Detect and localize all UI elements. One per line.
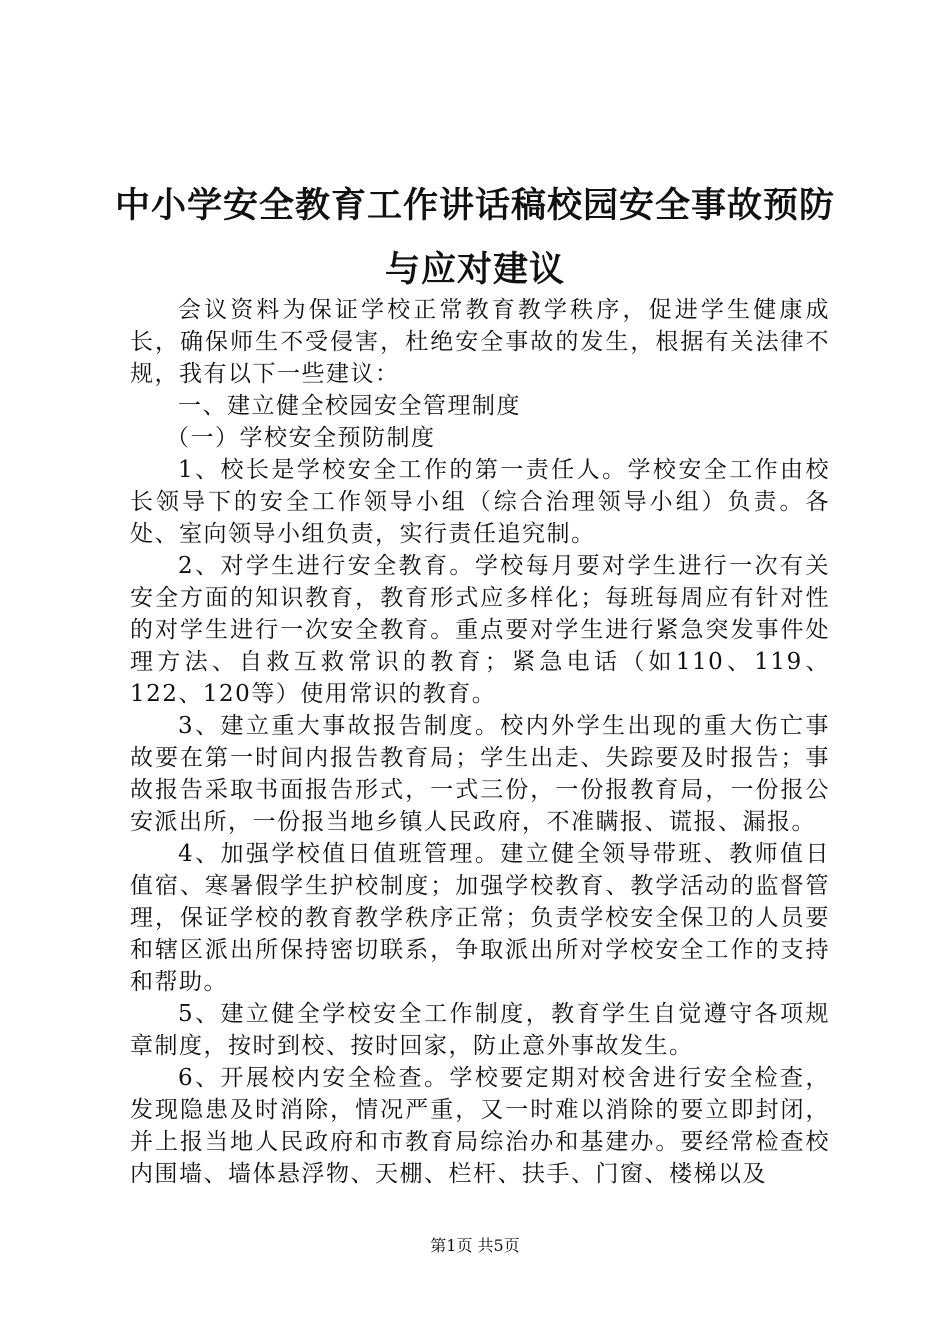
document-title-line-2: 与应对建议 xyxy=(384,250,565,290)
document-title-line-1: 中小学安全教育工作讲话稿校园安全事故预防 xyxy=(114,186,835,226)
section-heading: 一、建立健全校园安全管理制度 xyxy=(178,393,521,419)
paragraph-item-2: 2、对学生进行安全教育。学校每月要对学生进行一次有关安全方面的知识教育，教育形式应多样化；每班每周应有针对性的对学生进行一次安全教育。重点要对学生进行紧急突发事件处理方法、自救互救常识的教育；紧急电话（如110、119、122、120等）使用常识的教育。 xyxy=(130,553,830,707)
paragraph-item-4: 4、加强学校值日值班管理。建立健全领导带班、教师值日值宿、寒暑假学生护校制度；加强学校教育、教学活动的监督管理，保证学校的教育教学秩序正常；负责学校安全保卫的人员要和辖区派出所保持密切联系，争取派出所对学校安全工作的支持和帮助。 xyxy=(130,841,830,995)
paragraph-item-6: 6、开展校内安全检查。学校要定期对校舍进行安全检查，发现隐患及时消除，情况严重，又一时难以消除的要立即封闭，并上报当地人民政府和市教育局综治办和基建办。要经常检查校内围墙、墙体悬浮物、天棚、栏杆、扶手、门窗、楼梯以及 xyxy=(130,1065,830,1187)
paragraph-item-5: 5、建立健全学校安全工作制度，教育学生自觉遵守各项规章制度，按时到校、按时回家，防止意外事故发生。 xyxy=(130,1001,830,1059)
subsection-heading: （一）学校安全预防制度 xyxy=(166,425,436,451)
document-body xyxy=(130,294,830,1190)
paragraph-item-3: 3、建立重大事故报告制度。校内外学生出现的重大伤亡事故要在第一时间内报告教育局；学生出走、失踪要及时报告；事故报告采取书面报告形式，一式三份，一份报教育局，一份报公安派出所，一份报当地乡镇人民政府，不准瞒报、谎报、漏报。 xyxy=(130,713,830,835)
paragraph-item-1: 1、校长是学校安全工作的第一责任人。学校安全工作由校长领导下的安全工作领导小组（综合治理领导小组）负责。各处、室向领导小组负责，实行责任追究制。 xyxy=(130,457,830,547)
page-number-footer: 第1页 共5页 xyxy=(430,1236,520,1255)
paragraph-intro: 会议资料为保证学校正常教育教学秩序，促进学生健康成长，确保师生不受侵害，杜绝安全事故的发生，根据有关法律不规，我有以下一些建议： xyxy=(130,297,830,387)
